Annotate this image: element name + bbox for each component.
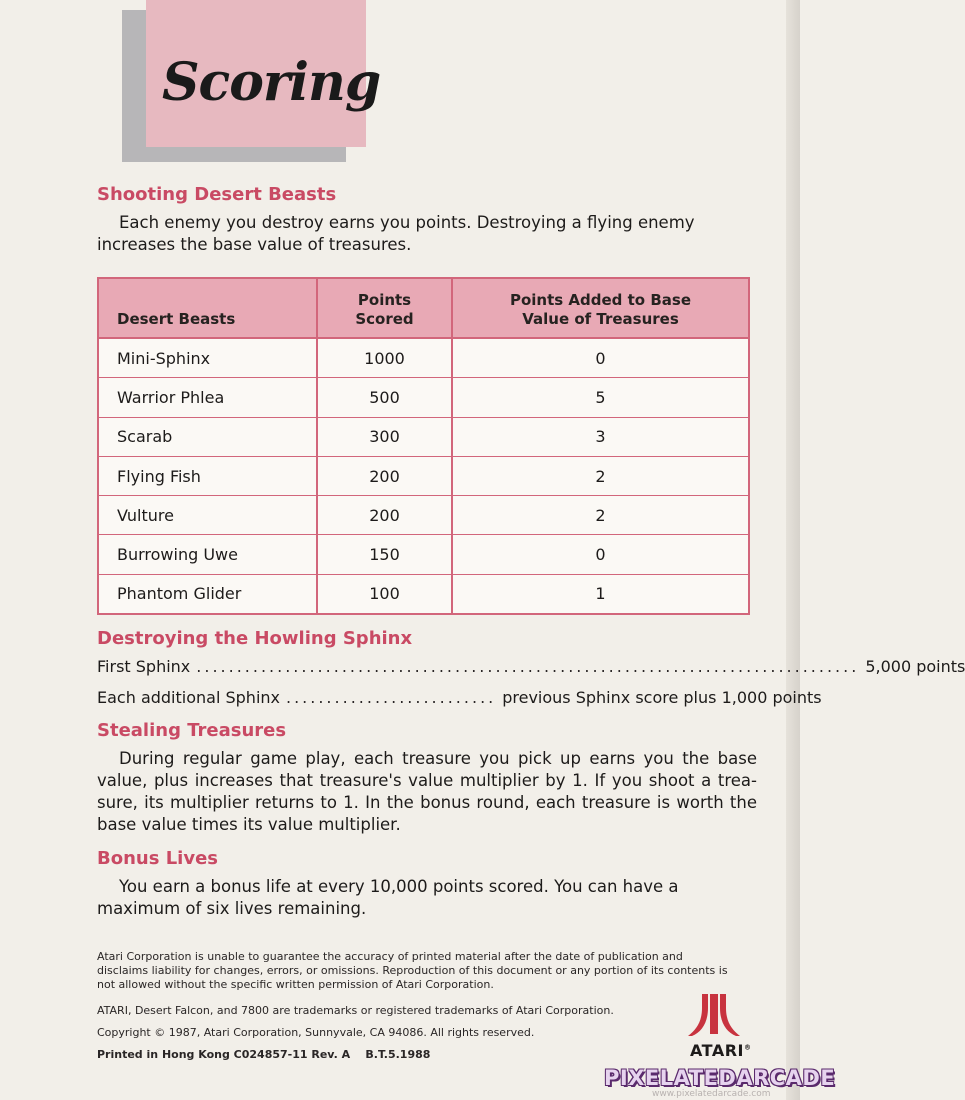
treasures-text: During regular game play, each treasure you pick up earns you the base value, plus increases that treasure's value multiplier by 1. If you shoot a trea-sure, its multiplier returns to 1. In the bonus round, each treasure is worth the base value times its value multiplier. [97, 749, 757, 834]
beast-name-cell: Scarab [117, 427, 173, 447]
points-added-cell: 2 [451, 496, 748, 534]
points-scored-cell: 100 [316, 575, 451, 613]
table-row [99, 339, 748, 377]
points-added-cell: 0 [451, 339, 748, 377]
points-scored-cell: 200 [316, 496, 451, 534]
points-added-cell: 5 [451, 378, 748, 416]
printed-info: Printed in Hong Kong C024857-11 Rev. A B.T.5.1988 [97, 1048, 431, 1061]
points-added-cell: 0 [451, 535, 748, 573]
first-sphinx-label: First Sphinx [97, 657, 191, 676]
bonus-heading: Bonus Lives [97, 848, 218, 869]
header-points-scored: Points Scored [316, 279, 451, 337]
dot-leader: .......................... [286, 688, 497, 707]
header-desert-beasts: Desert Beasts [117, 310, 236, 328]
header-points-added: Points Added to Base Value of Treasures [451, 279, 748, 337]
points-scored-cell: 150 [316, 535, 451, 573]
beast-name-cell: Mini-Sphinx [117, 348, 211, 368]
atari-fuji-icon [688, 994, 740, 1040]
watermark-url: www.pixelatedarcade.com [652, 1089, 771, 1099]
disclaimer: Atari Corporation is unable to guarantee the accuracy of printed material after the date of publication and disclaims liability for changes, errors, or omissions. Reproduction of this document or any portion of its contents is not allowed without the specific written permission of Atari Corporation. [97, 950, 728, 991]
scoring-table [97, 277, 750, 615]
shooting-text: Each enemy you destroy earns you points. Destroying a flying enemy increases the base value of treasures. [97, 213, 695, 254]
shooting-heading: Shooting Desert Beasts [97, 184, 337, 205]
table-header [99, 279, 748, 339]
table-row [99, 417, 748, 456]
first-sphinx-row [97, 657, 965, 676]
watermark-banner: PIXELATEDARCADE [604, 1066, 836, 1090]
beast-name-cell: Vulture [117, 505, 174, 525]
additional-sphinx-label: Each additional Sphinx [97, 688, 280, 707]
additional-sphinx-value: previous Sphinx score plus 1,000 points [502, 688, 822, 707]
bonus-text: You earn a bonus life at every 10,000 points scored. You can have a maximum of six lives remaining. [97, 877, 679, 918]
points-scored-cell: 300 [316, 418, 451, 456]
beast-name-cell: Burrowing Uwe [117, 545, 238, 565]
points-added-cell: 3 [451, 418, 748, 456]
points-scored-cell: 200 [316, 457, 451, 495]
table-row [99, 377, 748, 416]
page-edge [786, 0, 800, 1100]
table-body [99, 339, 748, 613]
first-sphinx-value: 5,000 points [865, 657, 965, 676]
sphinx-heading: Destroying the Howling Sphinx [97, 628, 413, 649]
atari-wordmark: ATARI® [690, 1041, 752, 1060]
trademarks: ATARI, Desert Falcon, and 7800 are trademarks or registered trademarks of Atari Corporation. [97, 1004, 614, 1017]
additional-sphinx-row [97, 688, 822, 707]
copyright: Copyright © 1987, Atari Corporation, Sunnyvale, CA 94086. All rights reserved. [97, 1026, 535, 1039]
table-row [99, 574, 748, 613]
table-row [99, 495, 748, 534]
beast-name-cell: Flying Fish [117, 466, 201, 486]
page-title: Scoring [162, 52, 381, 113]
points-scored-cell: 1000 [316, 339, 451, 377]
points-scored-cell: 500 [316, 378, 451, 416]
dot-leader: .................................................................................. [196, 657, 860, 676]
beast-name-cell: Phantom Glider [117, 584, 242, 604]
table-row [99, 456, 748, 495]
beast-name-cell: Warrior Phlea [117, 387, 225, 407]
points-added-cell: 1 [451, 575, 748, 613]
points-added-cell: 2 [451, 457, 748, 495]
table-row [99, 534, 748, 573]
treasures-heading: Stealing Treasures [97, 720, 287, 741]
